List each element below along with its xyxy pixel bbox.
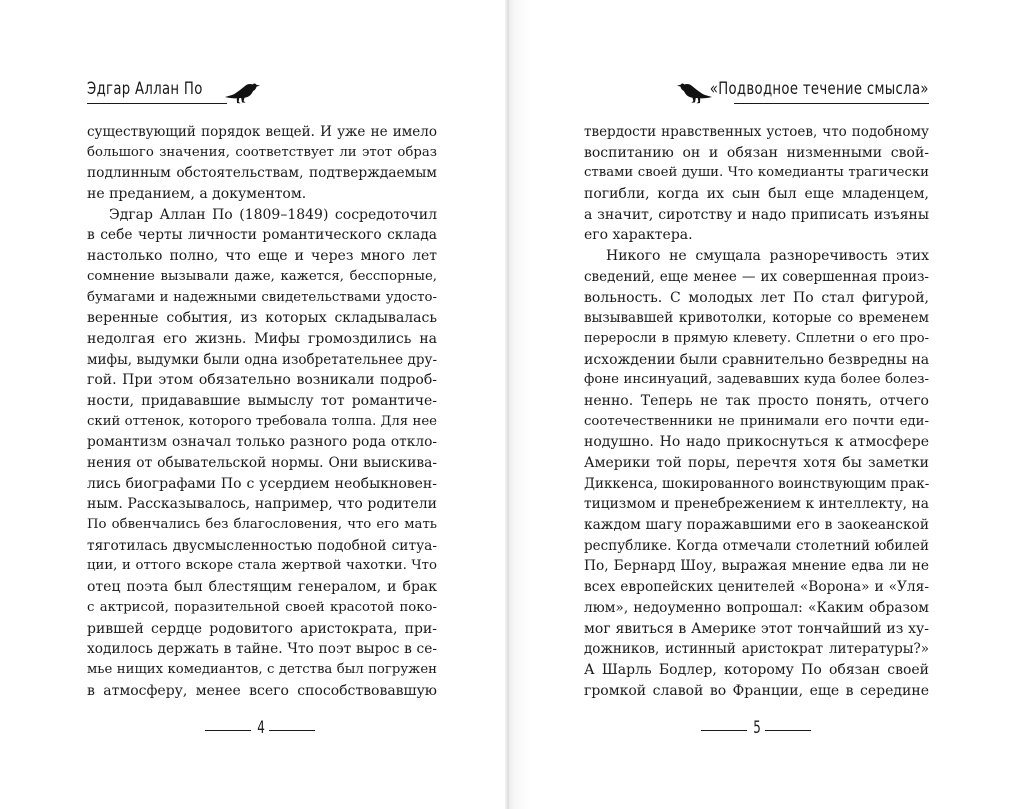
text-line: тяготилась двусмысленностью подобной ситуа- [87, 537, 437, 554]
text-line: тицизмом и пренебрежением к интеллекту, на [584, 496, 929, 513]
text-line: ненно. Теперь не так просто понять, отчего [584, 392, 929, 409]
raven-icon [674, 79, 714, 105]
page-folio [657, 716, 857, 740]
text-line: в себе черты личности романтического склада [87, 227, 437, 244]
text-line: ский оттенок, которого требовала толпа. Для нее [87, 413, 437, 429]
text-line: гой. При этом обязательно возникали подроб- [87, 372, 437, 389]
text-line: вызывавшей кривотолки, которые со временем [584, 310, 929, 327]
running-header-title: Эдгар Аллан По [87, 79, 203, 99]
text-line: дожников, истинный аристократ литературы?» [584, 641, 929, 658]
text-line: его характера. [584, 227, 693, 244]
folio-rule-left [205, 730, 251, 731]
text-line: сомнение вызывали даже, кажется, бесспорные, [87, 268, 437, 284]
text-line: фоне инсинуаций, задевавших куда более болез- [584, 372, 929, 388]
text-line: погибли, когда их сын был еще младенцем, [584, 186, 929, 203]
text-line: ходилось держать в тайне. Что поэт вырос в се- [87, 641, 437, 658]
text-line: бумагами и надежными свидетельствами удосто- [87, 289, 437, 305]
text-line: нодушно. Но надо прикоснуться к атмосфере [584, 434, 929, 451]
body-text [584, 122, 929, 701]
running-header-title: «Подводное течение смысла» [709, 79, 929, 99]
text-line: вольность. С молодых лет По стал фигурой, [584, 289, 929, 306]
text-line: Америки той поры, перечтя хотя бы заметки [584, 455, 929, 471]
text-line: переросли в прямую клевету. Сплетни о его про- [584, 330, 929, 346]
text-line: ности, придававшие вымыслу тот романтиче- [87, 392, 437, 409]
text-line: соотечественники не принимали его почти еди- [584, 413, 929, 429]
text-line: а значит, сиротству и надо приписать изъяны [584, 206, 929, 223]
text-line: рившей сердце родовитого аристократа, при- [87, 620, 437, 637]
text-line: лись биографами По с усердием необыкновен- [87, 475, 437, 492]
page-number: 4 [257, 718, 265, 738]
text-line: нения от обывательской нормы. Они выискива- [87, 455, 437, 471]
text-line: веренные события, из которых складывалась [87, 310, 437, 327]
text-line: недолгая его жизнь. Мифы громоздились на [87, 330, 437, 347]
running-header [87, 70, 437, 104]
text-line: мог явиться в Америке этот тончайший из ху- [584, 620, 929, 637]
folio-rule-right [269, 730, 315, 731]
text-line: мифы, выдумки были одна изобретательнее дру- [87, 351, 437, 368]
text-line: воспитанию он и обязан низменными свой- [584, 144, 929, 161]
text-line: громкой славой во Франции, еще в середине [584, 682, 929, 699]
text-line: каждом шагу поражавшими его в заокеанской [584, 517, 929, 534]
text-line: в атмосферу, менее всего способствовавшую [87, 682, 437, 699]
right-page [509, 0, 1017, 809]
raven-icon [223, 79, 263, 105]
text-line: республике. Когда отмечали столетний юбилей [584, 537, 929, 554]
folio-rule-right [765, 730, 811, 731]
text-line: мье нищих комедиантов, с детства был погружен [87, 661, 437, 677]
text-line: А Шарль Бодлер, которому По обязан своей [584, 661, 929, 678]
text-line: отец поэта был блестящим генералом, и брак [87, 579, 437, 596]
text-line: с актрисой, поразительной своей красотой поко- [87, 599, 437, 615]
text-line: всех европейских ценителей «Ворона» и «Уля- [584, 579, 929, 596]
text-line: существующий порядок вещей. И уже не имело [87, 124, 437, 140]
text-line: Эдгар Аллан По (1809–1849) сосредоточил [109, 206, 437, 223]
text-line: люм», недоуменно вопрошал: «Каким образом [584, 599, 929, 616]
body-text [87, 122, 437, 701]
text-line: исхождении были сравнительно безвредны на [584, 351, 930, 368]
page-folio [161, 716, 361, 740]
header-rule [87, 103, 227, 104]
text-line: твердости нравственных устоев, что подобному [584, 124, 929, 140]
text-line: большого значения, соответствует ли этот образ [87, 144, 437, 160]
header-rule [734, 103, 929, 104]
text-line: Диккенса, шокированного воинствующим прак- [584, 475, 930, 492]
text-line: ствами своей души. Что комедианты трагически [584, 165, 929, 181]
page-number: 5 [753, 718, 761, 738]
text-line: романтизм означал только разного рода откло- [87, 434, 437, 451]
text-line: Никого не смущала разноречивость этих [606, 248, 929, 265]
text-line: По обвенчались без благословения, что его мать [87, 517, 437, 533]
running-header [584, 70, 929, 104]
text-line: По, Бернард Шоу, выражая мнение едва ли не [584, 558, 929, 575]
text-line: настолько полно, что еще и через много лет [87, 248, 437, 265]
text-line: сведений, еще менее — их совершенная произ- [584, 268, 929, 285]
folio-rule-left [701, 730, 747, 731]
text-line: ным. Рассказывалось, например, что родители [87, 496, 437, 513]
text-line: подлинным обстоятельствам, подтверждаемым [87, 165, 437, 182]
left-page [0, 0, 508, 809]
text-line: не преданием, а документом. [87, 186, 307, 203]
text-line: ции, и оттого вскоре стала жертвой чахотки. Что [87, 558, 437, 574]
